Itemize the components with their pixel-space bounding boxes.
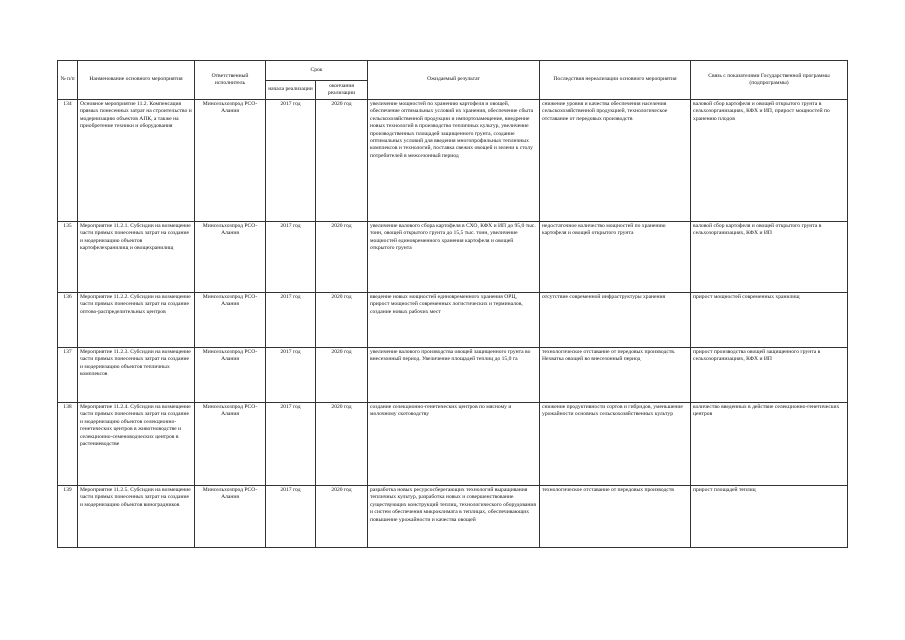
row-link: валовой сбор картофеля и овощей открытого грунта в сельхозорганизациях, КФХ и ИП (691, 222, 848, 293)
row-end: 2020 год (316, 403, 368, 486)
row-consequences: технологическое отставание от передовых производств. Нехватка овощей во внесезонный период (540, 348, 691, 403)
header-result: Ожидаемый результат (368, 61, 540, 100)
header-responsible: Ответственный исполнитель (195, 61, 266, 100)
table-row (58, 403, 848, 486)
row-consequences: отсутствие современной инфраструктуры хранения (540, 293, 691, 348)
table-row (58, 222, 848, 293)
table-row (58, 293, 848, 348)
row-link: прирост площадей теплиц (691, 486, 848, 548)
header-name: Наименование основного мероприятия (78, 61, 195, 100)
row-start: 2017 год (266, 403, 316, 486)
row-link: валовой сбор картофеля и овощей открытого грунта в сельхозорганизациях, КФХ и ИП, прирост мощностей по хранению плодов (691, 100, 848, 222)
row-consequences: снижение продуктивности сортов и гибридов, уменьшение урожайности основных сельскохозяйственных культур (540, 403, 691, 486)
row-responsible: Минсельхозпрод РСО-Алания (195, 486, 266, 548)
row-link: прирост мощностей современных хранилищ (691, 293, 848, 348)
row-num: 134 (58, 100, 78, 222)
row-responsible: Минсельхозпрод РСО-Алания (195, 403, 266, 486)
row-result: введение новых мощностей единовременного хранения ОРЦ, прирост мощностей современных логистических и терминалов, создание новых рабочих мест (368, 293, 540, 348)
row-start: 2017 год (266, 486, 316, 548)
row-consequences: технологическое отставание от передовых производств (540, 486, 691, 548)
row-responsible: Минсельхозпрод РСО-Алания (195, 293, 266, 348)
row-name: Мероприятие 11.2.2. Субсидии на возмещение части прямых понесенных затрат на создание оптово-распределительных центров (78, 293, 195, 348)
table-header-row (58, 61, 848, 81)
row-end: 2020 год (316, 348, 368, 403)
header-num: № п/п (58, 61, 78, 100)
row-start: 2017 год (266, 348, 316, 403)
table-row (58, 100, 848, 222)
row-result: разработка новых ресурсосберегающих технологий выращивания тепличных культур, разработка новых и совершенствование существующих конструкций теплиц, технологического оборудования и систем обеспечения микроклимата в теплицах, обеспечивающих повышение урожайности и качества овощей (368, 486, 540, 548)
row-end: 2020 год (316, 486, 368, 548)
row-name: Мероприятие 11.2.4. Субсидии на возмещение части прямых понесенных затрат на создание и модернизацию объектов селекционно-генетических центров в животноводстве и селекционно-семеноводческих центров в растениеводстве (78, 403, 195, 486)
row-responsible: Минсельхозпрод РСО-Алания (195, 348, 266, 403)
table-row (58, 486, 848, 548)
row-responsible: Минсельхозпрод РСО-Алания (195, 100, 266, 222)
row-end: 2020 год (316, 222, 368, 293)
row-start: 2017 год (266, 293, 316, 348)
row-num: 136 (58, 293, 78, 348)
row-result: увеличение валового производства овощей защищенного грунта во внесезонный период. Увеличение площадей теплиц до 15,0 га (368, 348, 540, 403)
row-start: 2017 год (266, 100, 316, 222)
row-num: 137 (58, 348, 78, 403)
header-consequences: Последствия нереализации основного мероприятия (540, 61, 691, 100)
row-num: 138 (58, 403, 78, 486)
row-name: Мероприятие 11.2.5. Субсидии на возмещение части прямых понесенных затрат на создание и модернизацию объектов виноградников (78, 486, 195, 548)
row-link: прирост производства овощей защищенного грунта в сельхозорганизациях, КФХ и ИП (691, 348, 848, 403)
row-num: 139 (58, 486, 78, 548)
row-num: 135 (58, 222, 78, 293)
row-end: 2020 год (316, 100, 368, 222)
row-name: Мероприятие 11.2.3. Субсидии на возмещение части прямых понесенных затрат на создание и модернизацию объектов тепличных комплексов (78, 348, 195, 403)
table-row (58, 348, 848, 403)
header-link: Связь с показателями Государственной программы (подпрограммы) (691, 61, 848, 100)
row-consequences: недостаточное количество мощностей по хранению картофеля и овощей открытого грунта (540, 222, 691, 293)
row-result: увеличение валового сбора картофеля в СХО, КФХ и ИП до 95,0 тыс. тонн, овощей открытого грунта до 15,5 тыс. тонн, увеличение мощностей единовременного хранения картофеля и овощей открытого грунта (368, 222, 540, 293)
row-name: Мероприятие 11.2.1. Субсидии на возмещение части прямых понесенных затрат на создание и модернизацию объектов картофелехранилищ и овощехранилищ (78, 222, 195, 293)
row-end: 2020 год (316, 293, 368, 348)
header-term: Срок (266, 61, 368, 81)
header-start: начала реализации (266, 81, 316, 100)
row-result: создание селекционно-генетических центров по мясному и молочному скотоводству (368, 403, 540, 486)
header-end: окончания реализации (316, 81, 368, 100)
row-consequences: снижение уровня и качества обеспечения населения сельскохозяйственной продукцией, технологическое отставание от передовых производств (540, 100, 691, 222)
row-link: количество введенных в действие селекционно-генетических центров (691, 403, 848, 486)
row-name: Основное мероприятие 11.2. Компенсация прямых понесенных затрат на строительство и модернизацию объектов АПК, а также на приобретение техники и оборудования (78, 100, 195, 222)
row-result: увеличение мощностей по хранению картофеля и овощей, обеспечение оптимальных условий их хранения, обеспечение сбыта сельскохозяйственной продукции и импортозамещение, внедрение новых технологий в производство тепличных культур, увеличение производственных площадей защищенного грунта, создание оптимальных условий для введения многопрофильных тепличных комплексов и технологий, поставка свежих овощей и зелени к столу потребителей в межсезонный период (368, 100, 540, 222)
row-responsible: Минсельхозпрод РСО-Алания (195, 222, 266, 293)
measures-table (57, 60, 848, 548)
row-start: 2017 год (266, 222, 316, 293)
